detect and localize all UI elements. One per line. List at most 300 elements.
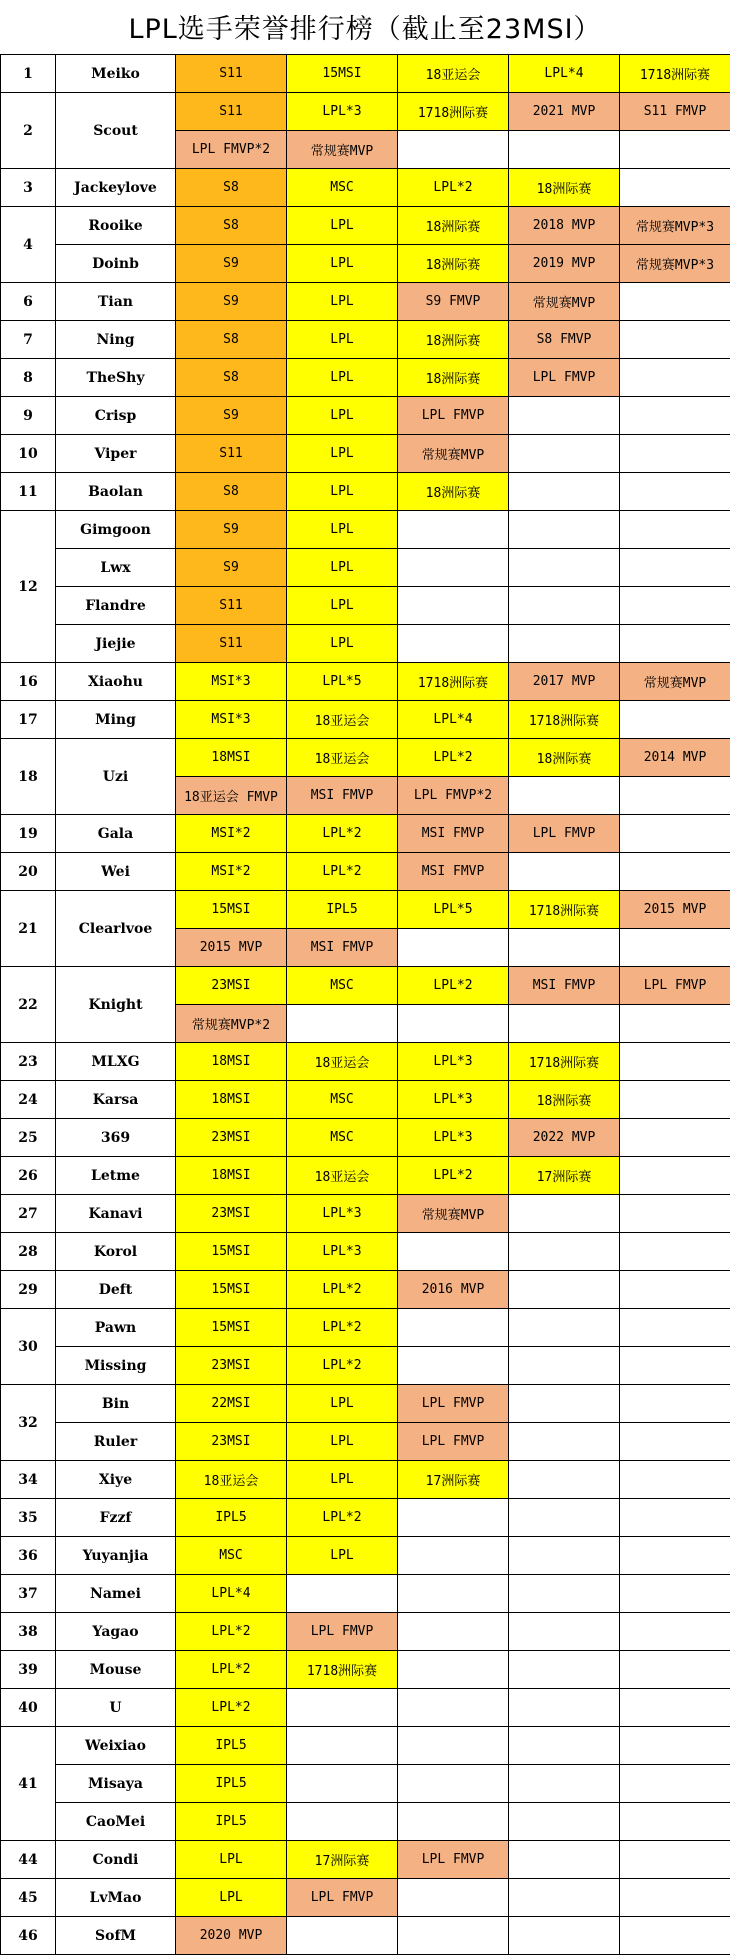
table-row — [1, 1119, 730, 1157]
honor-cell: MSI FMVP — [509, 967, 620, 1005]
honor-cell: LPL — [287, 511, 398, 549]
honor-cell: 常规赛MVP — [509, 283, 620, 321]
table-row — [1, 625, 730, 663]
table-row — [1, 1271, 730, 1309]
honor-cell: 1718洲际赛 — [620, 55, 730, 93]
empty-cell — [620, 283, 730, 321]
table-row — [1, 169, 730, 207]
honor-cell: LPL — [287, 207, 398, 245]
table-row — [1, 1461, 730, 1499]
empty-cell — [287, 1689, 398, 1727]
empty-cell — [509, 1423, 620, 1461]
empty-cell — [509, 1537, 620, 1575]
empty-cell — [620, 587, 730, 625]
honor-cell: 2022 MVP — [509, 1119, 620, 1157]
empty-cell — [620, 359, 730, 397]
player-name: Yagao — [56, 1613, 176, 1651]
table-row — [1, 1613, 730, 1651]
honor-cell: S9 — [176, 549, 287, 587]
table-row — [1, 587, 730, 625]
honor-cell: LPL*2 — [287, 1309, 398, 1347]
honor-cell: S11 — [176, 55, 287, 93]
player-name: Gala — [56, 815, 176, 853]
rank-number: 20 — [1, 853, 56, 891]
honor-cell: LPL*5 — [398, 891, 509, 929]
empty-cell — [509, 1879, 620, 1917]
honor-cell: LPL*2 — [287, 1347, 398, 1385]
player-name: Namei — [56, 1575, 176, 1613]
rank-number: 25 — [1, 1119, 56, 1157]
player-name: Missing — [56, 1347, 176, 1385]
honor-cell: LPL FMVP — [509, 815, 620, 853]
empty-cell — [398, 625, 509, 663]
empty-cell — [398, 1499, 509, 1537]
honor-cell: 17洲际赛 — [398, 1461, 509, 1499]
table-row — [1, 435, 730, 473]
honor-cell: LPL — [287, 587, 398, 625]
empty-cell — [509, 1727, 620, 1765]
rank-number: 11 — [1, 473, 56, 511]
player-name: Scout — [56, 93, 176, 169]
empty-cell — [620, 131, 730, 169]
honor-cell: LPL — [176, 1841, 287, 1879]
player-name: Rooike — [56, 207, 176, 245]
empty-cell — [509, 1309, 620, 1347]
rank-number: 2 — [1, 93, 56, 169]
honor-cell: LPL*3 — [398, 1081, 509, 1119]
honor-cell: MSI*2 — [176, 853, 287, 891]
honor-cell: LPL — [287, 473, 398, 511]
table-row — [1, 815, 730, 853]
honor-cell: 18亚运会 — [287, 1043, 398, 1081]
empty-cell — [287, 1575, 398, 1613]
rank-number: 45 — [1, 1879, 56, 1917]
honor-cell: 15MSI — [287, 55, 398, 93]
player-name: CaoMei — [56, 1803, 176, 1841]
empty-cell — [620, 701, 730, 739]
honor-cell: 15MSI — [176, 1271, 287, 1309]
rank-number: 28 — [1, 1233, 56, 1271]
honor-cell: LPL*4 — [509, 55, 620, 93]
rank-number: 19 — [1, 815, 56, 853]
player-name: Wei — [56, 853, 176, 891]
rank-number: 36 — [1, 1537, 56, 1575]
player-name: Lwx — [56, 549, 176, 587]
empty-cell — [620, 625, 730, 663]
honor-cell: 23MSI — [176, 1119, 287, 1157]
player-name: Karsa — [56, 1081, 176, 1119]
honor-cell: 18洲际赛 — [398, 359, 509, 397]
rank-number: 1 — [1, 55, 56, 93]
empty-cell — [620, 1613, 730, 1651]
honor-cell: LPL*2 — [398, 1157, 509, 1195]
empty-cell — [398, 1727, 509, 1765]
rank-number: 10 — [1, 435, 56, 473]
player-name: Mouse — [56, 1651, 176, 1689]
table-row — [1, 511, 730, 549]
empty-cell — [620, 1385, 730, 1423]
table-row — [1, 1195, 730, 1233]
honor-cell: 23MSI — [176, 1347, 287, 1385]
honor-cell: 17洲际赛 — [509, 1157, 620, 1195]
empty-cell — [287, 1917, 398, 1955]
empty-cell — [287, 1765, 398, 1803]
honor-cell: LPL*4 — [176, 1575, 287, 1613]
empty-cell — [620, 777, 730, 815]
honor-cell: S8 — [176, 321, 287, 359]
rank-number: 26 — [1, 1157, 56, 1195]
empty-cell — [398, 1347, 509, 1385]
empty-cell — [509, 1613, 620, 1651]
empty-cell — [620, 1917, 730, 1955]
table-row — [1, 1043, 730, 1081]
honor-cell: 常规赛MVP*3 — [620, 207, 730, 245]
empty-cell — [620, 473, 730, 511]
rank-number: 40 — [1, 1689, 56, 1727]
player-name: Uzi — [56, 739, 176, 815]
table-row — [1, 1841, 730, 1879]
player-name: MLXG — [56, 1043, 176, 1081]
empty-cell — [620, 1461, 730, 1499]
honor-cell: 23MSI — [176, 1195, 287, 1233]
rank-number: 9 — [1, 397, 56, 435]
honor-cell: 22MSI — [176, 1385, 287, 1423]
honor-cell: LPL*3 — [398, 1043, 509, 1081]
empty-cell — [509, 1917, 620, 1955]
honor-cell: LPL FMVP — [287, 1613, 398, 1651]
player-name: Ning — [56, 321, 176, 359]
player-name: Weixiao — [56, 1727, 176, 1765]
honor-cell: LPL*2 — [176, 1651, 287, 1689]
table-row — [1, 549, 730, 587]
honor-cell: LPL FMVP — [398, 1423, 509, 1461]
honor-cell: 常规赛MVP — [287, 131, 398, 169]
honor-cell: 2015 MVP — [620, 891, 730, 929]
empty-cell — [509, 1195, 620, 1233]
honor-cell: LPL*3 — [287, 1195, 398, 1233]
honor-cell: LPL — [287, 1461, 398, 1499]
honor-cell: 常规赛MVP*2 — [176, 1005, 287, 1043]
honor-cell: MSI*3 — [176, 701, 287, 739]
honor-cell: MSI FMVP — [398, 815, 509, 853]
rank-number: 30 — [1, 1309, 56, 1385]
empty-cell — [620, 1879, 730, 1917]
empty-cell — [620, 1499, 730, 1537]
empty-cell — [620, 435, 730, 473]
honor-cell: 1718洲际赛 — [509, 1043, 620, 1081]
empty-cell — [398, 1765, 509, 1803]
rank-number: 29 — [1, 1271, 56, 1309]
empty-cell — [509, 1841, 620, 1879]
empty-cell — [509, 1385, 620, 1423]
honor-cell: 18洲际赛 — [398, 473, 509, 511]
empty-cell — [509, 1575, 620, 1613]
empty-cell — [620, 1689, 730, 1727]
honor-cell: 18洲际赛 — [398, 245, 509, 283]
player-name: 369 — [56, 1119, 176, 1157]
empty-cell — [620, 1043, 730, 1081]
rank-number: 44 — [1, 1841, 56, 1879]
honor-cell: 1718洲际赛 — [509, 891, 620, 929]
empty-cell — [620, 1765, 730, 1803]
honor-cell: 18亚运会 FMVP — [176, 777, 287, 815]
rank-number: 24 — [1, 1081, 56, 1119]
empty-cell — [287, 1727, 398, 1765]
table-row — [1, 1879, 730, 1917]
empty-cell — [620, 1081, 730, 1119]
rank-number: 4 — [1, 207, 56, 283]
rank-number: 38 — [1, 1613, 56, 1651]
empty-cell — [620, 1233, 730, 1271]
player-name: Yuyanjia — [56, 1537, 176, 1575]
honor-cell: 2017 MVP — [509, 663, 620, 701]
rank-number: 41 — [1, 1727, 56, 1841]
table-row — [1, 701, 730, 739]
rank-number: 35 — [1, 1499, 56, 1537]
honor-cell: LPL FMVP*2 — [398, 777, 509, 815]
honor-cell: LPL FMVP — [398, 397, 509, 435]
honor-cell: S9 — [176, 245, 287, 283]
honor-cell: MSI FMVP — [398, 853, 509, 891]
table-row — [1, 1347, 730, 1385]
table-row — [1, 1765, 730, 1803]
honor-cell: 23MSI — [176, 967, 287, 1005]
honor-cell: 常规赛MVP — [620, 663, 730, 701]
player-name: Doinb — [56, 245, 176, 283]
empty-cell — [509, 1271, 620, 1309]
table-row — [1, 1081, 730, 1119]
honor-cell: 18洲际赛 — [398, 207, 509, 245]
empty-cell — [509, 511, 620, 549]
table-row — [1, 663, 730, 701]
honor-cell: LPL — [287, 1385, 398, 1423]
honor-cell: 1718洲际赛 — [509, 701, 620, 739]
player-name: LvMao — [56, 1879, 176, 1917]
empty-cell — [509, 473, 620, 511]
honor-cell: LPL*2 — [176, 1689, 287, 1727]
honor-cell: S8 — [176, 473, 287, 511]
empty-cell — [398, 1803, 509, 1841]
player-name: Letme — [56, 1157, 176, 1195]
empty-cell — [287, 1005, 398, 1043]
honor-cell: IPL5 — [176, 1727, 287, 1765]
honor-cell: LPL FMVP — [398, 1841, 509, 1879]
empty-cell — [509, 1499, 620, 1537]
empty-cell — [398, 587, 509, 625]
empty-cell — [620, 1537, 730, 1575]
empty-cell — [509, 1689, 620, 1727]
honor-cell: 18洲际赛 — [509, 739, 620, 777]
table-row — [1, 207, 730, 245]
rank-number: 17 — [1, 701, 56, 739]
honor-cell: MSC — [287, 1081, 398, 1119]
empty-cell — [620, 815, 730, 853]
honor-ranking-table — [0, 54, 730, 1955]
player-name: Viper — [56, 435, 176, 473]
honor-cell: 17洲际赛 — [287, 1841, 398, 1879]
table-row — [1, 1689, 730, 1727]
honor-cell: S11 — [176, 93, 287, 131]
rank-number: 8 — [1, 359, 56, 397]
honor-cell: 18MSI — [176, 1081, 287, 1119]
empty-cell — [620, 1157, 730, 1195]
empty-cell — [398, 1309, 509, 1347]
honor-cell: 2020 MVP — [176, 1917, 287, 1955]
table-row — [1, 853, 730, 891]
empty-cell — [509, 853, 620, 891]
honor-cell: S11 FMVP — [620, 93, 730, 131]
honor-cell: 常规赛MVP — [398, 1195, 509, 1233]
honor-cell: 18亚运会 — [287, 739, 398, 777]
honor-cell: LPL — [287, 1537, 398, 1575]
rank-number: 16 — [1, 663, 56, 701]
honor-cell: LPL*2 — [287, 853, 398, 891]
table-row — [1, 1727, 730, 1765]
empty-cell — [620, 1575, 730, 1613]
honor-cell: LPL*3 — [398, 1119, 509, 1157]
honor-cell: LPL*2 — [398, 169, 509, 207]
table-row — [1, 1385, 730, 1423]
empty-cell — [620, 549, 730, 587]
player-name: U — [56, 1689, 176, 1727]
honor-cell: LPL — [287, 397, 398, 435]
empty-cell — [509, 1005, 620, 1043]
honor-cell: 2016 MVP — [398, 1271, 509, 1309]
honor-cell: LPL — [287, 625, 398, 663]
honor-cell: IPL5 — [176, 1499, 287, 1537]
player-name: Flandre — [56, 587, 176, 625]
player-name: Jiejie — [56, 625, 176, 663]
honor-cell: 常规赛MVP — [398, 435, 509, 473]
honor-cell: LPL — [287, 321, 398, 359]
player-name: TheShy — [56, 359, 176, 397]
honor-cell: LPL*4 — [398, 701, 509, 739]
empty-cell — [620, 511, 730, 549]
honor-cell: LPL*2 — [398, 967, 509, 1005]
honor-cell: 1718洲际赛 — [398, 93, 509, 131]
honor-cell: 18亚运会 — [398, 55, 509, 93]
honor-cell: IPL5 — [176, 1803, 287, 1841]
player-name: Bin — [56, 1385, 176, 1423]
rank-number: 12 — [1, 511, 56, 663]
empty-cell — [398, 1917, 509, 1955]
honor-cell: LPL — [287, 549, 398, 587]
table-row — [1, 397, 730, 435]
empty-cell — [287, 1803, 398, 1841]
honor-cell: LPL — [287, 283, 398, 321]
empty-cell — [398, 131, 509, 169]
empty-cell — [620, 1309, 730, 1347]
table-row — [1, 1157, 730, 1195]
empty-cell — [509, 1803, 620, 1841]
honor-cell: LPL*5 — [287, 663, 398, 701]
player-name: Condi — [56, 1841, 176, 1879]
empty-cell — [620, 1727, 730, 1765]
empty-cell — [620, 929, 730, 967]
table-row — [1, 1803, 730, 1841]
honor-cell: 18MSI — [176, 739, 287, 777]
honor-cell: 1718洲际赛 — [398, 663, 509, 701]
empty-cell — [509, 929, 620, 967]
empty-cell — [620, 1271, 730, 1309]
honor-cell: IPL5 — [176, 1765, 287, 1803]
honor-cell: LPL*3 — [287, 1233, 398, 1271]
ranking-rows — [1, 55, 730, 1955]
empty-cell — [509, 549, 620, 587]
player-name: Knight — [56, 967, 176, 1043]
empty-cell — [398, 549, 509, 587]
table-row — [1, 93, 730, 131]
player-name: Kanavi — [56, 1195, 176, 1233]
empty-cell — [509, 1347, 620, 1385]
table-row — [1, 967, 730, 1005]
honor-cell: S8 FMVP — [509, 321, 620, 359]
honor-cell: MSC — [287, 1119, 398, 1157]
honor-cell: S9 — [176, 283, 287, 321]
honor-cell: 18洲际赛 — [509, 1081, 620, 1119]
empty-cell — [398, 1537, 509, 1575]
empty-cell — [509, 587, 620, 625]
honor-cell: 18亚运会 — [287, 1157, 398, 1195]
honor-cell: S9 — [176, 397, 287, 435]
honor-cell: LPL*2 — [398, 739, 509, 777]
empty-cell — [398, 1879, 509, 1917]
honor-cell: 18洲际赛 — [509, 169, 620, 207]
honor-cell: 2021 MVP — [509, 93, 620, 131]
honor-cell: 2014 MVP — [620, 739, 730, 777]
empty-cell — [398, 1651, 509, 1689]
honor-cell: S8 — [176, 207, 287, 245]
empty-cell — [398, 1233, 509, 1271]
empty-cell — [620, 1119, 730, 1157]
rank-number: 34 — [1, 1461, 56, 1499]
honor-cell: LPL*2 — [176, 1613, 287, 1651]
honor-cell: LPL FMVP — [398, 1385, 509, 1423]
honor-cell: MSI FMVP — [287, 929, 398, 967]
rank-number: 23 — [1, 1043, 56, 1081]
rank-number: 7 — [1, 321, 56, 359]
empty-cell — [620, 397, 730, 435]
empty-cell — [620, 1803, 730, 1841]
honor-cell: 18亚运会 — [176, 1461, 287, 1499]
honor-cell: LPL — [287, 245, 398, 283]
honor-cell: IPL5 — [287, 891, 398, 929]
rank-number: 27 — [1, 1195, 56, 1233]
player-name: Xiaohu — [56, 663, 176, 701]
honor-cell: 15MSI — [176, 1233, 287, 1271]
honor-cell: S11 — [176, 435, 287, 473]
honor-cell: 18洲际赛 — [398, 321, 509, 359]
player-name: Korol — [56, 1233, 176, 1271]
table-row — [1, 245, 730, 283]
honor-cell: 18亚运会 — [287, 701, 398, 739]
table-row — [1, 1423, 730, 1461]
rank-number: 39 — [1, 1651, 56, 1689]
empty-cell — [620, 321, 730, 359]
honor-cell: S11 — [176, 587, 287, 625]
honor-cell: 常规赛MVP*3 — [620, 245, 730, 283]
honor-cell: LPL — [287, 359, 398, 397]
table-row — [1, 1499, 730, 1537]
honor-cell: 2019 MVP — [509, 245, 620, 283]
player-name: Ming — [56, 701, 176, 739]
table-row — [1, 1917, 730, 1955]
player-name: Fzzf — [56, 1499, 176, 1537]
empty-cell — [509, 397, 620, 435]
honor-cell: 2018 MVP — [509, 207, 620, 245]
empty-cell — [398, 929, 509, 967]
honor-cell: MSI*2 — [176, 815, 287, 853]
